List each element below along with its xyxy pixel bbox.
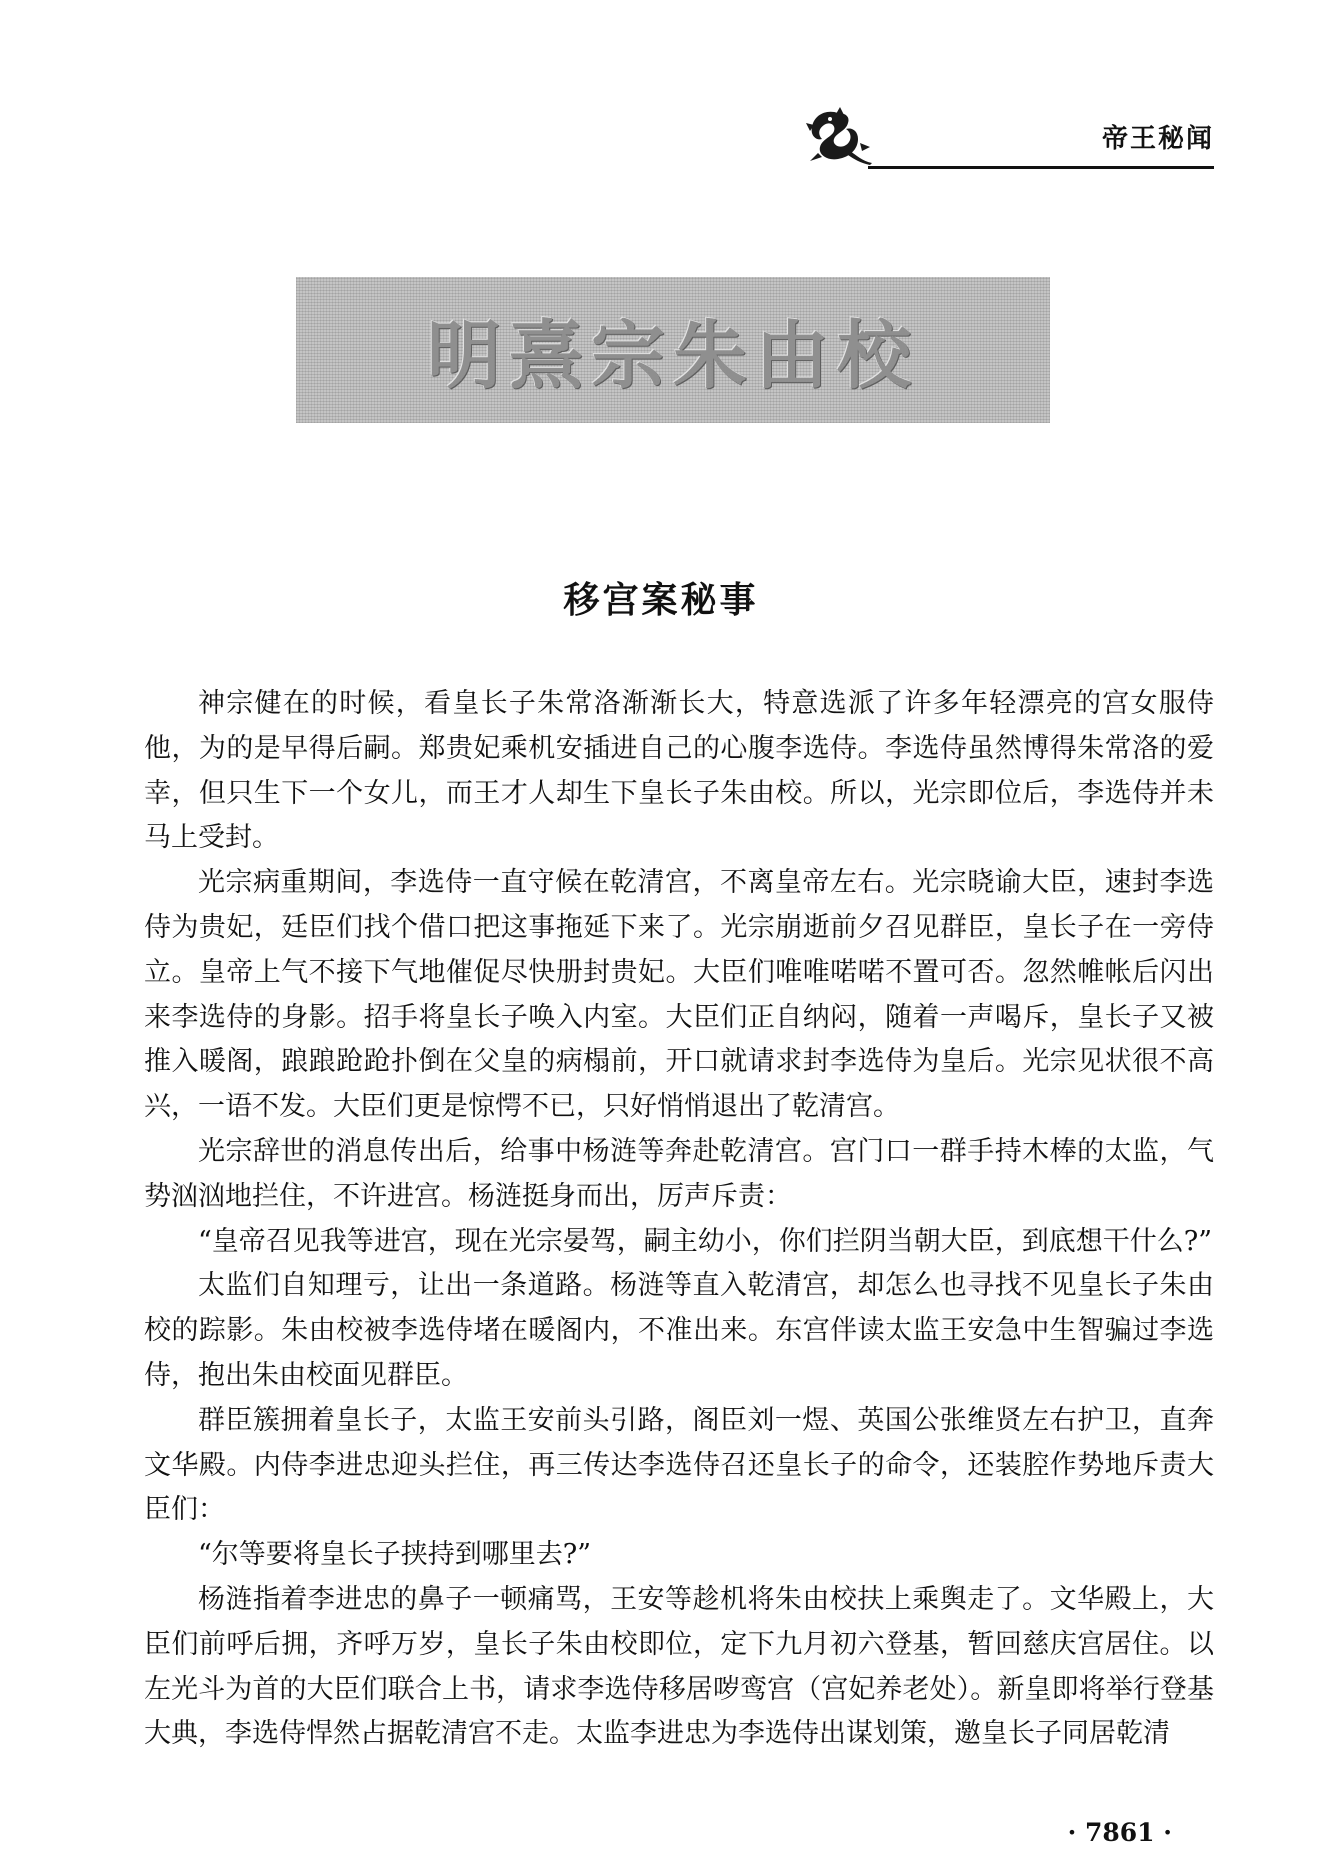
quote-paragraph: “皇帝召见我等进宫，现在光宗晏驾，嗣主幼小，你们拦阴当朝大臣，到底想干什么?” (198, 1225, 1213, 1257)
body-text (144, 682, 1214, 1757)
paragraph: 神宗健在的时候，看皇长子朱常洛渐渐长大，特意选派了许多年轻漂亮的宫女服侍他，为的是早得后嗣。郑贵妃乘机安插进自己的心腹李选侍。李选侍虽然博得朱常洛的爱幸，但只生下一个女儿，而王才人却生下皇长子朱由校。所以，光宗即位后，李选侍并未马上受封。 (144, 688, 1214, 854)
running-header: 帝王秘闻 (1101, 124, 1214, 154)
chapter-title: 明熹宗朱由校 (427, 313, 919, 399)
chapter-banner (296, 277, 1050, 423)
quote-paragraph: “尔等要将皇长子挟持到哪里去?” (198, 1539, 592, 1571)
paragraph: 杨涟指着李进忠的鼻子一顿痛骂，王安等趁机将朱由校扶上乘舆走了。文华殿上，大臣们前呼后拥，齐呼万岁，皇长子朱由校即位，定下九月初六登基，暂回慈庆宫居住。以左光斗为首的大臣们联合上书，请求李选侍移居哕鸾宫（宫妃养老处）。新皇即将举行登基大典，李选侍悍然占据乾清宫不走。太监李进忠为李选侍出谋划策，邀皇长子同居乾清 (144, 1583, 1214, 1750)
dragon-emblem-icon (800, 105, 880, 167)
section-title: 移宫案秘事 (563, 580, 759, 621)
page-number: · 7861 · (1067, 1818, 1172, 1847)
header-divider (868, 166, 1214, 169)
paragraph: 群臣簇拥着皇长子，太监王安前头引路，阁臣刘一煜、英国公张维贤左右护卫，直奔文华殿。内侍李进忠迎头拦住，再三传达李选侍召还皇长子的命令，还装腔作势地斥责大臣们： (144, 1404, 1214, 1526)
paragraph: 太监们自知理亏，让出一条道路。杨涟等直入乾清宫，却怎么也寻找不见皇长子朱由校的踪影。朱由校被李选侍堵在暖阁内，不准出来。东宫伴读太监王安急中生智骗过李选侍，抱出朱由校面见群臣。 (144, 1270, 1214, 1391)
paragraph: 光宗病重期间，李选侍一直守候在乾清宫，不离皇帝左右。光宗晓谕大臣，速封李选侍为贵妃，廷臣们找个借口把这事拖延下来了。光宗崩逝前夕召见群臣，皇长子在一旁侍立。皇帝上气不接下气地催促尽快册封贵妃。大臣们唯唯喏喏不置可否。忽然帷帐后闪出来李选侍的身影。招手将皇长子唤入内室。大臣们正自纳闷，随着一声喝斥，皇长子又被推入暖阁，踉踉跄跄扑倒在父皇的病榻前，开口就请求封李选侍为皇后。光宗见状很不高兴，一语不发。大臣们更是惊愕不已，只好悄悄退出了乾清宫。 (144, 867, 1214, 1123)
paragraph: 光宗辞世的消息传出后，给事中杨涟等奔赴乾清宫。宫门口一群手持木棒的太监，气势汹汹地拦住，不许进宫。杨涟挺身而出，厉声斥责： (144, 1135, 1214, 1212)
